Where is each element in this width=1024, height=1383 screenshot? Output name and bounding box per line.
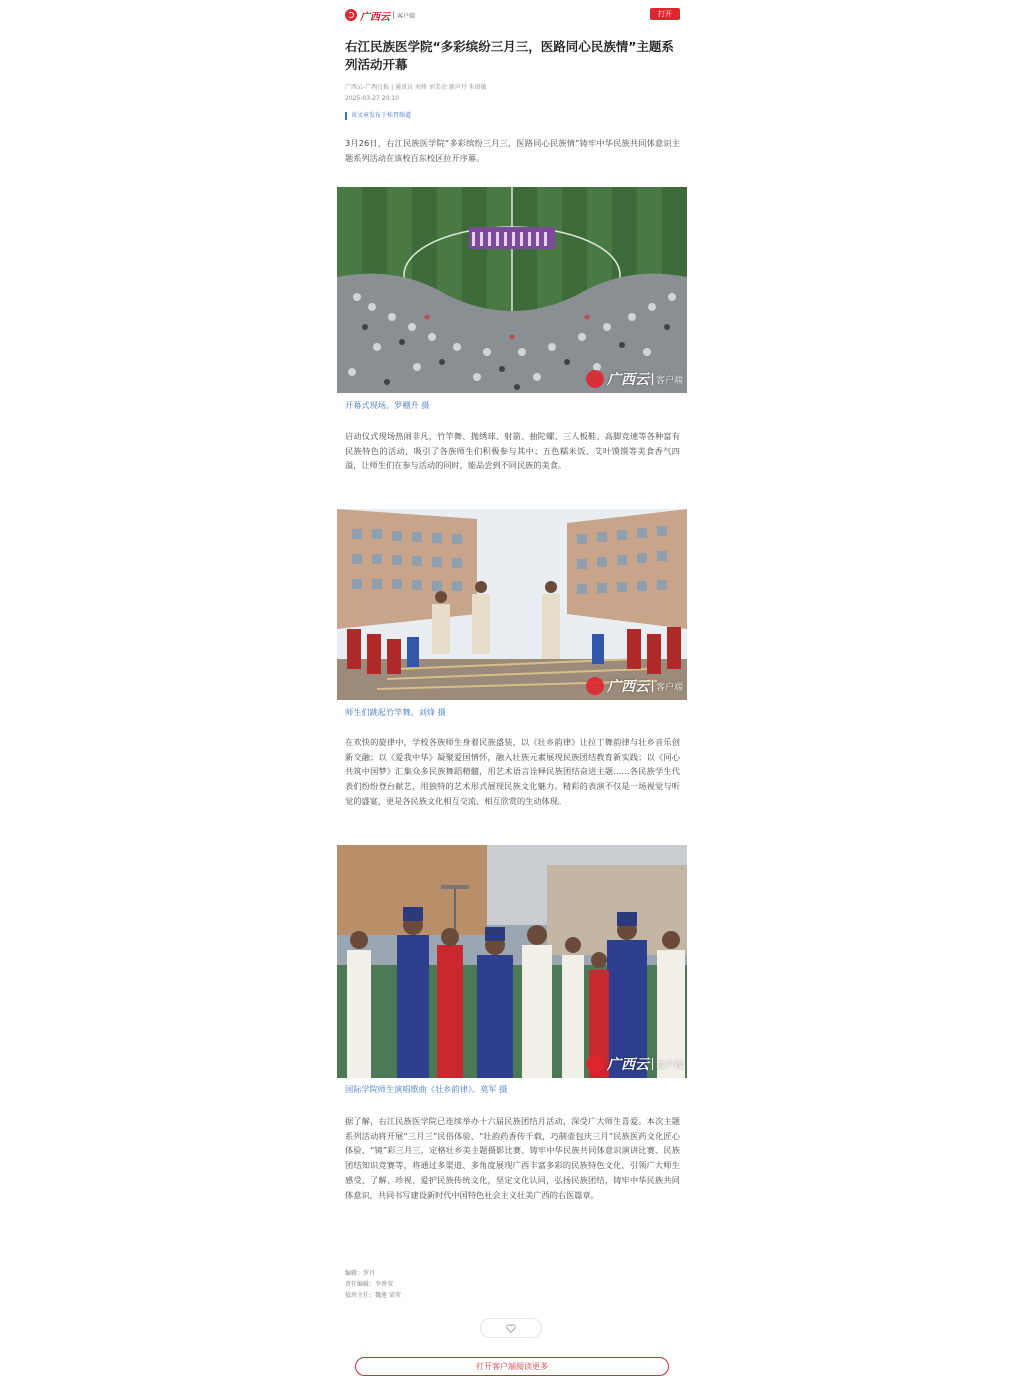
watermark-logo-icon [586,370,604,388]
credit-duty-director: 值班主任：魏莲 梁莹 [345,1292,401,1299]
article-title: 右江民族医学院“多彩缤纷三月三，医路同心民族情”主题系列活动开幕 [345,39,674,72]
article-source: 广西云-广西日报 | 通讯员 刘烽 刘美余 廖声丹 朱熔敏 [345,84,487,91]
photo-caption: 开幕式现场。罗棚升 摄 [345,400,430,410]
top-bar [345,7,680,23]
watermark-text: 广西云 [606,679,649,695]
logo-text: 广西云 [360,11,390,23]
credit-editor: 编辑：罗丹 [345,1270,376,1277]
article-photo-singers[interactable] [337,845,687,1078]
photo-caption: 国际学院师生演唱歌曲《壮乡韵律》。莫军 摄 [345,1084,508,1094]
photo-caption: 师生们跳起竹竿舞。刘烽 摄 [345,707,446,717]
like-button[interactable] [480,1318,542,1338]
logo-mark-icon [345,9,357,21]
watermark-text: 广西云 [606,1057,649,1073]
watermark-logo-icon [586,1055,604,1073]
watermark-divider [652,1058,653,1070]
heart-icon [506,1324,516,1333]
article-paragraph: 据了解，右江民族医学院已连续举办十六届民族团结月活动，深受广大师生喜爱。本次主题系列活动将开展“三月三”民俗体验、“壮韵药香传千载，巧制壶包庆三月”民族医药文化匠心体验、“镜”彩三月三，定格壮乡美主题摄影比赛、铸牢中华民族共同体意识演讲比赛、民族团结知识竞赛等，将通过多渠道、多角度展现广西丰富多彩的民族特色文化，引领广大师生感受、了解、珍视、爱护民族传统文化，坚定文化认同，弘扬民族团结，铸牢中华民族共同体意识，共同书写建设新时代中国特色社会主义壮美广西的右医篇章。 [345,1116,680,1200]
watermark-subtitle: 客户端 [655,1060,683,1071]
watermark-divider [652,373,653,385]
article-datetime: 2025-03-27 20:10 [345,95,400,102]
logo-subtitle: 客户端 [397,12,416,20]
photo-watermark [586,1054,683,1074]
open-app-button[interactable]: 打开 [650,8,680,20]
watermark-subtitle: 客户端 [655,682,683,693]
logo-divider [393,11,394,19]
article-photo-opening-ceremony[interactable] [337,187,687,393]
photo-watermark [586,676,683,696]
article-paragraph: 启动仪式现场热闹非凡，竹竿舞、抛绣球、射箭、抽陀螺、三人板鞋、高脚竞速等各种富有民族特色的活动，吸引了各族师生们积极参与其中；五色糯米饭、艾叶馍馍等美食香气四溢，让师生们在参与活动的同时，能品尝到不同民族的美食。 [345,431,680,471]
credit-responsible-editor: 责任编辑：李香莹 [345,1281,394,1288]
photo-watermark [586,369,683,389]
article-photo-bamboo-dance[interactable] [337,509,687,700]
channel-tag[interactable]: 该文章发布于桂胃频道 [345,112,686,120]
article-paragraph: 3月26日，右江民族医学院“多彩缤纷三月三，医路同心民族情”铸牢中华民族共同体意识主题系列活动在该校百东校区拉开序幕。 [345,138,680,163]
watermark-subtitle: 客户端 [655,375,683,386]
app-logo[interactable] [345,7,415,23]
article-paragraph: 在欢快的旋律中，学校各族师生身着民族盛装，以《壮乡韵律》让拉丁舞韵律与壮乡音乐创新交融；以《爱我中华》凝聚爱国情怀，融入壮族元素展现民族团结教育新实践；以《同心共筑中国梦》汇集众多民族舞蹈精髓，用艺术语言诠释民族团结奋进主题……各民族学生代表们纷纷登台献艺，用独特的艺术形式展现民族文化魅力。精彩的表演不仅是一场视觉与听觉的盛宴，更是各民族文化相互交流、相互欣赏的生动体现。 [345,737,680,806]
watermark-logo-icon [586,677,604,695]
watermark-divider [652,680,653,692]
watermark-text: 广西云 [606,372,649,388]
open-app-read-more-button[interactable]: 打开客户端阅读更多 [355,1357,669,1376]
